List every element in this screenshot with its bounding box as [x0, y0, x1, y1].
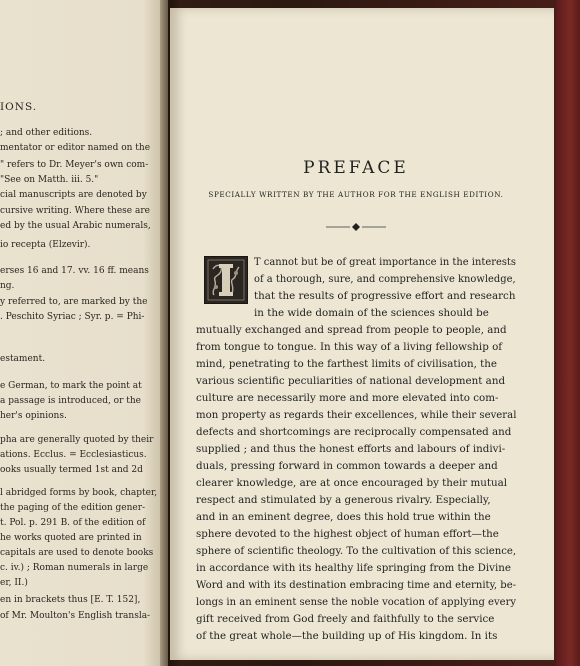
- body-line: sphere of scientific theology. To the cultivation of this science,: [196, 545, 517, 557]
- body-line: Word and with its destination embracing time and eternity, be-: [196, 579, 517, 591]
- left-line: ng.: [0, 281, 15, 291]
- left-line: of Mr. Moulton's English transla-: [0, 611, 151, 621]
- left-line: cursive writing. Where these are: [0, 206, 150, 216]
- left-line: y referred to, are marked by the: [0, 297, 148, 307]
- body-line: that the results of progressive effort and research: [254, 290, 516, 302]
- body-line: in accordance with its healthy life springing from the Divine: [196, 562, 512, 574]
- body-line: from tongue to tongue. In this way of a living fellowship of: [196, 341, 503, 353]
- ornament-rule-icon: [326, 222, 386, 232]
- body-line: sphere devoted to the highest object of human effort—the: [196, 528, 499, 540]
- body-line: T cannot but be of great importance in the interests: [254, 256, 516, 268]
- left-line: " refers to Dr. Meyer's own com-: [0, 160, 149, 170]
- body-line: mutually exchanged and spread from people to people, and: [196, 324, 507, 336]
- body-line: defects and shortcomings are reciprocally compensated and: [196, 426, 512, 438]
- body-line: of the great whole—the building up of His kingdom. In its: [196, 630, 498, 642]
- right-page: [170, 8, 554, 660]
- decorated-initial: [204, 256, 248, 304]
- left-line: io recepta (Elzevir).: [0, 240, 91, 250]
- left-line: erses 16 and 17. vv. 16 ff. means: [0, 266, 149, 276]
- body-line: mind, penetrating to the farthest limits of civilisation, the: [196, 358, 498, 370]
- book-cover-edge: [556, 0, 580, 666]
- left-line: mentator or editor named on the: [0, 143, 151, 153]
- left-line: . Peschito Syriac ; Syr. p. = Phi-: [0, 312, 145, 322]
- left-line: l abridged forms by book, chapter,: [0, 488, 158, 498]
- body-line: gift received from God freely and faithfully to the service: [196, 613, 495, 625]
- left-line: cial manuscripts are denoted by: [0, 190, 147, 200]
- left-line: ; and other editions.: [0, 128, 93, 138]
- left-line: pha are generally quoted by their: [0, 435, 154, 445]
- left-line: "See on Matth. iii. 5.": [0, 175, 99, 185]
- body-line: clearer knowledge, are at once encouraged by their mutual: [196, 477, 508, 489]
- body-line: various scientific peculiarities of national development and: [196, 375, 506, 387]
- left-line: ed by the usual Arabic numerals,: [0, 221, 151, 231]
- body-line: supplied ; and thus the honest efforts and labours of indivi-: [196, 443, 506, 455]
- left-line: IONS.: [0, 101, 38, 113]
- body-line: longs in an eminent sense the noble vocation of applying every: [196, 596, 517, 608]
- body-line: mon property as regards their excellences, while their several: [196, 409, 517, 421]
- left-line: er, II.): [0, 578, 28, 588]
- body-line: culture are necessarily more and more elevated into com-: [196, 392, 499, 404]
- left-line: he works quoted are printed in: [0, 533, 142, 543]
- left-line: ations. Ecclus. = Ecclesiasticus.: [0, 450, 147, 460]
- left-line: e German, to mark the point at: [0, 381, 142, 391]
- left-line: t. Pol. p. 291 B. of the edition of: [0, 518, 146, 528]
- left-line: ooks usually termed 1st and 2d: [0, 465, 143, 475]
- body-line: in the wide domain of the sciences should be: [254, 307, 489, 319]
- left-line: a passage is introduced, or the: [0, 396, 142, 406]
- page-title: PREFACE: [303, 158, 409, 178]
- left-page: [0, 0, 168, 666]
- page-subtitle: SPECIALLY WRITTEN BY THE AUTHOR FOR THE ENGLISH EDITION.: [208, 190, 504, 199]
- body-line: duals, pressing forward in common towards a deeper and: [196, 460, 498, 472]
- left-line: en in brackets thus [E. T. 152],: [0, 595, 141, 605]
- left-line: estament.: [0, 354, 46, 364]
- body-line: of a thorough, sure, and comprehensive knowledge,: [254, 273, 516, 285]
- left-line: her's opinions.: [0, 411, 67, 421]
- left-line: capitals are used to denote books: [0, 548, 154, 558]
- left-line: c. iv.) ; Roman numerals in large: [0, 563, 149, 573]
- left-line: the paging of the edition gener-: [0, 503, 146, 513]
- body-line: respect and stimulated by a generous rivalry. Especially,: [196, 494, 491, 506]
- body-line: and in an eminent degree, does this hold true within the: [196, 511, 491, 523]
